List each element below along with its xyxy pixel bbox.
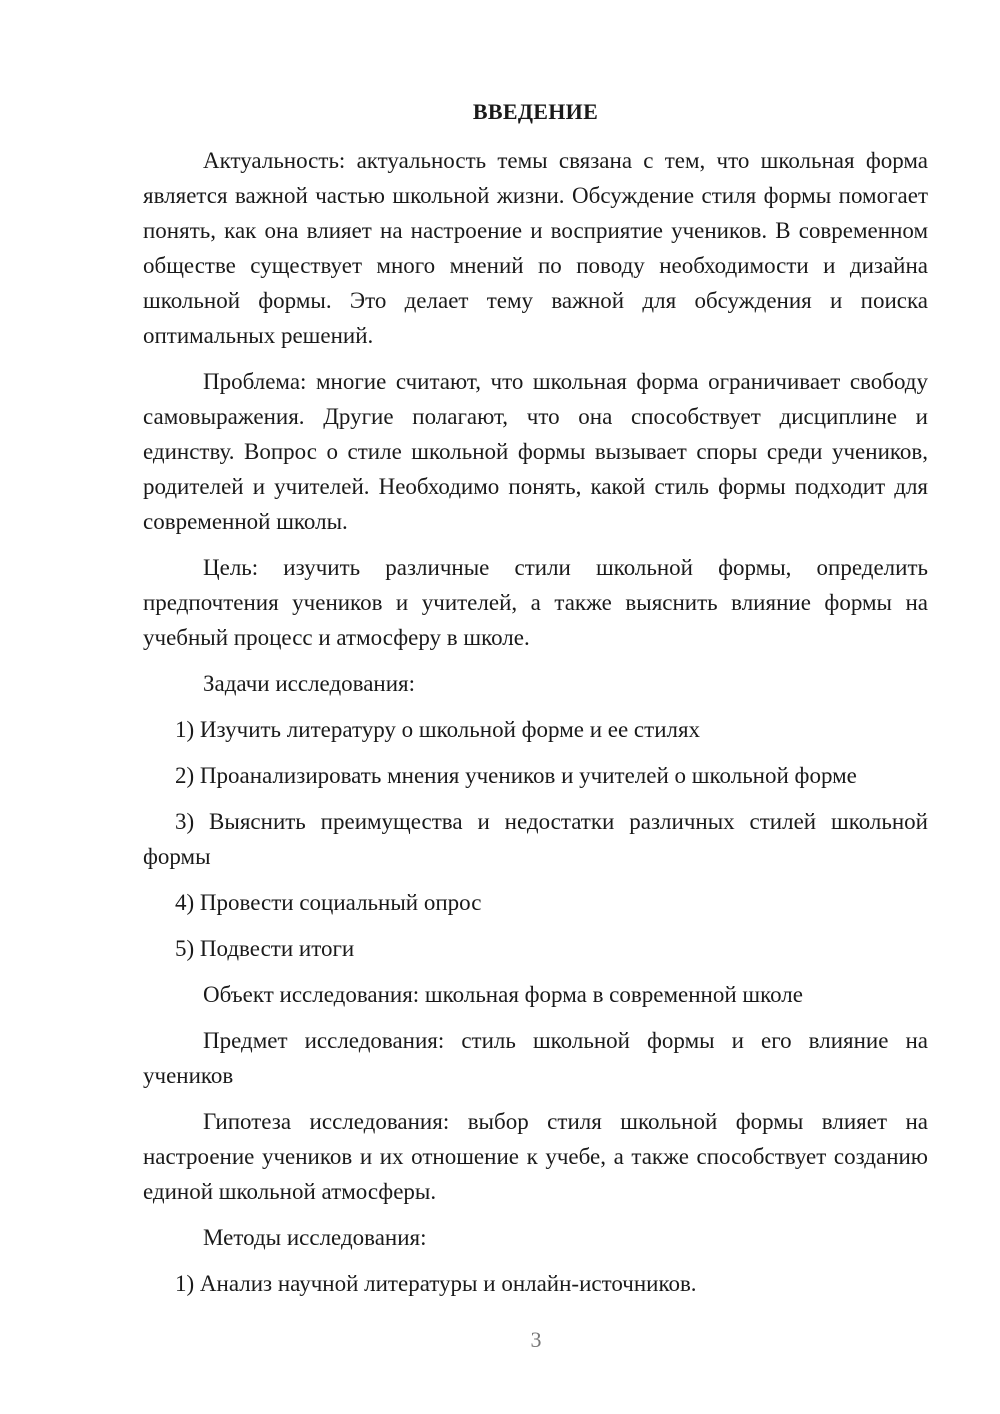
- section-title: ВВЕДЕНИЕ: [472, 99, 599, 124]
- paragraph-subject: Предмет исследования: стиль школьной формы и его влияние на учеников: [143, 1028, 928, 1088]
- paragraph-object: Объект исследования: школьная форма в современной школе: [203, 982, 803, 1007]
- paragraph-goal: Цель: изучить различные стили школьной формы, определить предпочтения учеников и учителей, а также выяснить влияние формы на учебный процесс и атмосферу в школе.: [143, 555, 928, 650]
- page-number: 3: [530, 1327, 542, 1352]
- list-item-task-1: 1) Изучить литературу о школьной форме и ее стилях: [175, 717, 701, 742]
- list-item-method-1: 1) Анализ научной литературы и онлайн-источников.: [175, 1271, 697, 1296]
- paragraph-hypothesis: Гипотеза исследования: выбор стиля школьной формы влияет на настроение учеников и их отношение к учебе, а также способствует созданию единой школьной атмосферы.: [143, 1109, 928, 1204]
- list-item-task-4: 4) Провести социальный опрос: [175, 890, 482, 915]
- paragraph-relevance: Актуальность: актуальность темы связана с тем, что школьная форма является важной частью школьной жизни. Обсуждение стиля формы помогает понять, как она влияет на настроение и восприятие учеников. В современном обществе существует много мнений по поводу необходимости и дизайна школьной формы. Это делает тему важной для обсуждения и поиска оптимальных решений.: [143, 148, 928, 348]
- list-item-task-2: 2) Проанализировать мнения учеников и учителей о школьной форме: [175, 763, 857, 788]
- list-item-task-5: 5) Подвести итоги: [175, 936, 355, 961]
- paragraph-problem: Проблема: многие считают, что школьная форма ограничивает свободу самовыражения. Другие полагают, что она способствует дисциплине и единству. Вопрос о стиле школьной формы вызывает споры среди учеников, родителей и учителей. Необходимо понять, какой стиль формы подходит для современной школы.: [143, 369, 928, 534]
- list-item-task-3: 3) Выяснить преимущества и недостатки различных стилей школьной формы: [143, 809, 928, 869]
- page-content: [143, 94, 928, 1312]
- paragraph-methods-heading: Методы исследования:: [203, 1225, 427, 1250]
- paragraph-tasks-heading: Задачи исследования:: [203, 671, 416, 696]
